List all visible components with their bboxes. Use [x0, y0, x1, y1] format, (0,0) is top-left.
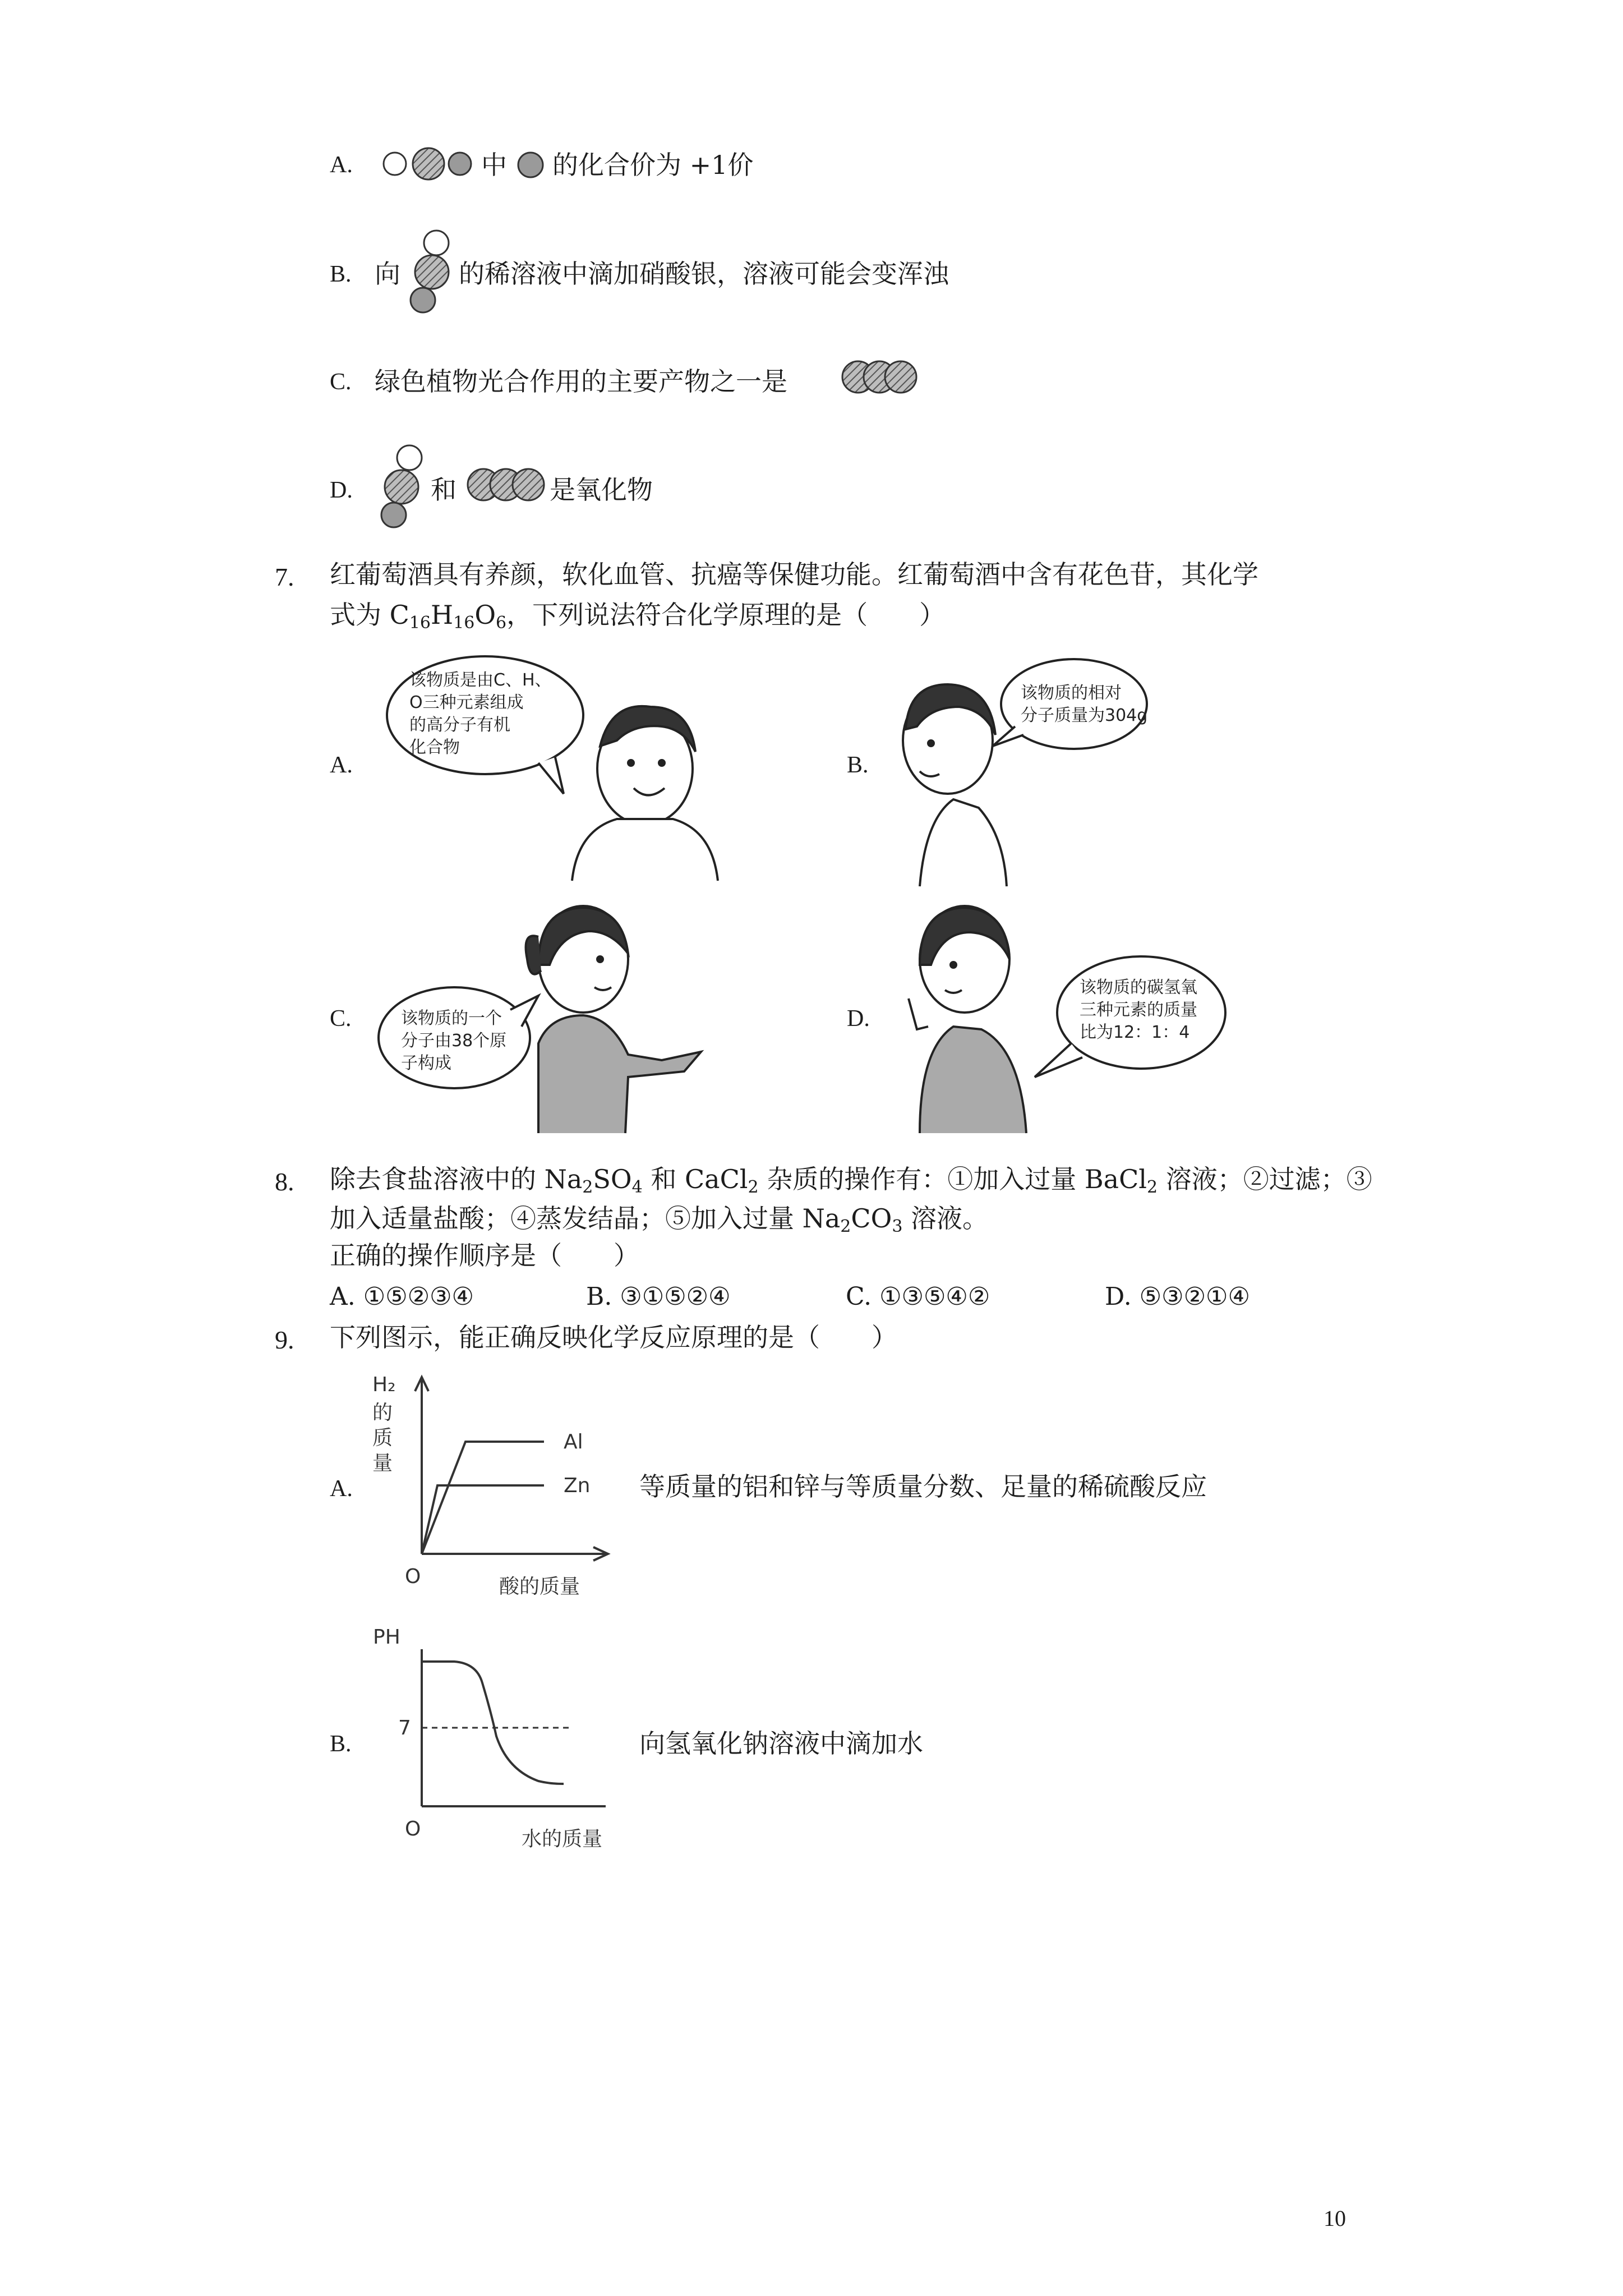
y-axis-label-ph: PH: [373, 1626, 400, 1649]
q7-a-bubble-line2: O三种元素组成: [409, 693, 524, 712]
q6-d-text1: 和: [431, 475, 457, 505]
q7-b-bubble-line1: 该物质的相对: [1021, 683, 1122, 703]
ph-graph: [370, 1621, 639, 1857]
molecule-icon: [840, 359, 919, 395]
series-al-line: [422, 1442, 544, 1554]
q8-text: 溶液；②过滤；③: [1158, 1164, 1372, 1194]
q7-option-b-label: B.: [847, 752, 869, 778]
boy-speaking-illustration: [886, 898, 1234, 1133]
q7-d-bubble-line2: 三种元素的质量: [1080, 1000, 1197, 1020]
q9-number: 9.: [275, 1326, 294, 1354]
q7-c-bubble-line2: 分子由38个原: [401, 1031, 507, 1051]
q8-stem-line1: [330, 1163, 1372, 1198]
q8-sub: 2: [748, 1177, 759, 1197]
q8-text: 加入适量盐酸；④蒸发结晶；⑤加入过量 Na: [330, 1203, 841, 1234]
q7-stem-line1: 红葡萄酒具有养颜，软化血管、抗癌等保健功能。红葡萄酒中含有花色苷，其化学: [330, 559, 1258, 590]
q8-sub: 4: [631, 1177, 643, 1197]
origin-label: O: [405, 1565, 421, 1588]
q7-number: 7.: [275, 563, 294, 591]
q7-option-a-label: A.: [330, 752, 353, 778]
q8-sub: 3: [892, 1217, 903, 1236]
q8-stem-line2: [330, 1203, 988, 1237]
q8-sub: 2: [582, 1177, 593, 1197]
q9-a-description: 等质量的铝和锌与等质量分数、足量的稀硫酸反应: [639, 1471, 1207, 1502]
series-zn-label: Zn: [564, 1474, 591, 1497]
boy-speaking-illustration: [886, 651, 1223, 886]
q6-a-text1: 中: [481, 150, 507, 180]
origin-label: O: [405, 1818, 421, 1841]
q7-a-bubble-line3: 的高分子有机: [409, 715, 510, 735]
q7-a-bubble-line1: 该物质是由C、H、: [409, 670, 552, 690]
q6-d-text2: 是氧化物: [550, 475, 653, 505]
page-number: 10: [1324, 2206, 1346, 2231]
q8-text: 杂质的操作有：①加入过量 BaCl: [758, 1164, 1147, 1194]
q7-formula-o: O: [474, 600, 496, 630]
series-zn-line: [422, 1485, 544, 1554]
q6-a-text2: 的化合价为 +1价: [552, 150, 754, 180]
q7-formula-prefix: 式为 C: [330, 600, 409, 630]
q7-c-bubble-line3: 子构成: [401, 1053, 451, 1073]
q8-stem-line3: 正确的操作顺序是（ ）: [330, 1240, 639, 1271]
q6-option-d-label: D.: [330, 477, 353, 503]
q7-d-bubble-line1: 该物质的碳氢氧: [1080, 978, 1197, 997]
q7-sub: 16: [409, 613, 431, 633]
q6-b-text2: 的稀溶液中滴加硝酸银，溶液可能会变浑浊: [459, 259, 949, 289]
q8-option-a: A. ①⑤②③④: [330, 1282, 474, 1311]
q7-option-d-label: D.: [847, 1006, 870, 1032]
q8-text: 和 CaCl: [642, 1164, 748, 1194]
x-axis-label: 水的质量: [522, 1828, 603, 1851]
q7-d-bubble-line3: 比为12：1：4: [1080, 1023, 1190, 1042]
q7-a-bubble-line4: 化合物: [409, 738, 460, 757]
q8-sub: 2: [840, 1217, 851, 1236]
y-axis-label-h2: H₂: [372, 1373, 396, 1396]
q6-option-c-label: C.: [330, 369, 352, 395]
q6-b-text1: 向: [375, 259, 400, 289]
y-tick-7: 7: [398, 1717, 411, 1740]
q7-sub: 6: [496, 613, 507, 633]
q6-option-b-label: B.: [330, 261, 352, 287]
q7-stem-line2: [330, 599, 945, 634]
y-axis-label: 的: [372, 1401, 393, 1424]
molecule-icon: [404, 227, 454, 317]
series-al-label: Al: [564, 1430, 583, 1453]
q8-option-c: C. ①③⑤④②: [846, 1282, 990, 1311]
y-axis-label: 量: [372, 1452, 393, 1475]
q6-c-text1: 绿色植物光合作用的主要产物之一是: [375, 366, 787, 397]
q7-b-bubble-line2: 分子质量为304g: [1021, 706, 1148, 725]
ph-curve: [422, 1662, 564, 1784]
q9-b-description: 向氢氧化钠溶液中滴加水: [639, 1728, 923, 1759]
q7-sub: 16: [453, 613, 475, 633]
q8-sub: 2: [1146, 1177, 1158, 1197]
q8-number: 8.: [275, 1167, 294, 1196]
q7-option-c-label: C.: [330, 1006, 352, 1032]
q8-text: SO: [593, 1164, 632, 1194]
molecule-icon: [375, 443, 425, 533]
q8-option-d: D. ⑤③②①④: [1105, 1282, 1250, 1311]
q7-formula-h: H: [431, 600, 454, 630]
q7-stem-tail: ，下列说法符合化学原理的是（ ）: [506, 600, 946, 630]
molecule-icon: [465, 467, 550, 503]
girl-speaking-illustration: [370, 898, 735, 1133]
y-axis-label: 质: [372, 1427, 393, 1450]
atom-icon: [516, 150, 545, 180]
q7-c-bubble-line1: 该物质的一个: [401, 1009, 502, 1028]
q6-option-a-label: A.: [330, 152, 353, 178]
q8-text: CO: [851, 1203, 892, 1234]
hydrogen-mass-graph: [370, 1369, 639, 1604]
q8-text: 除去食盐溶液中的 Na: [330, 1164, 583, 1194]
boy-speaking-illustration: [370, 651, 735, 886]
x-axis-label: 酸的质量: [499, 1575, 580, 1598]
q8-text: 溶液。: [902, 1203, 989, 1234]
q9-option-b-label: B.: [330, 1731, 352, 1757]
molecule-icon: [381, 147, 477, 181]
q8-option-b: B. ③①⑤②④: [586, 1282, 731, 1311]
q9-option-a-label: A.: [330, 1476, 353, 1502]
q9-stem: 下列图示，能正确反映化学反应原理的是（ ）: [330, 1322, 897, 1352]
